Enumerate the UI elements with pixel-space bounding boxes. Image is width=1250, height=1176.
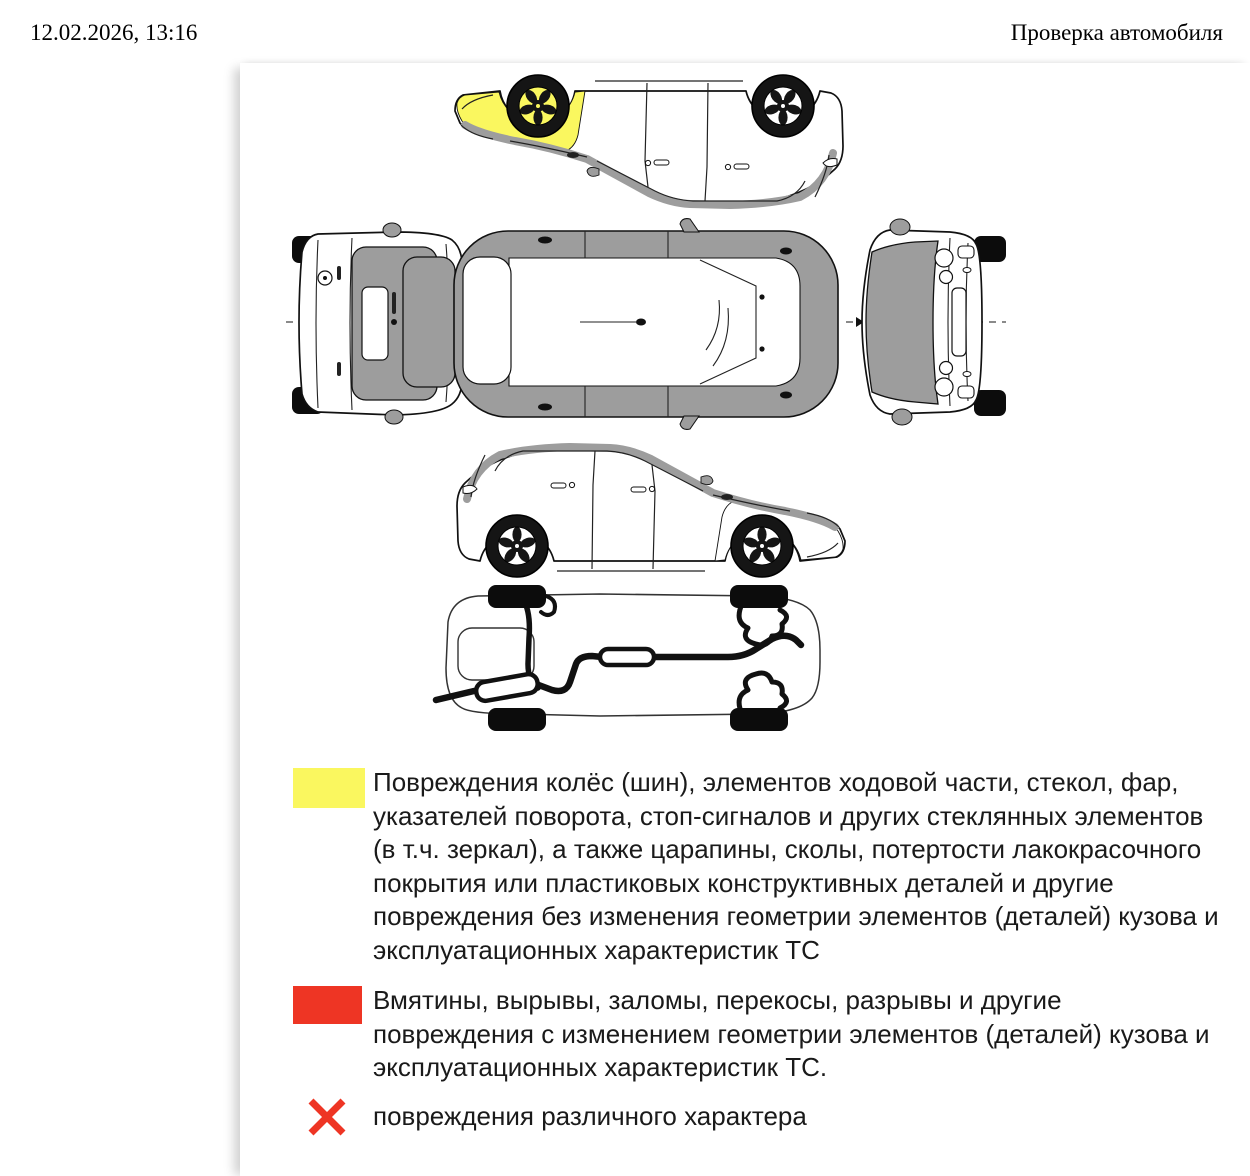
mirror [890, 219, 910, 235]
engine-bay [458, 628, 534, 680]
print-datetime: 12.02.2026, 13:16 [30, 20, 198, 45]
mirror [680, 416, 699, 429]
legend-text: повреждения различного характера [373, 1101, 807, 1131]
legend-text: Вмятины, вырывы, заломы, перекосы, разрывы и другие повреждения с изменением геометрии элементов (деталей) кузова и эксплуатационных характеристик ТС. [373, 985, 1210, 1083]
car-view-underside [436, 585, 820, 731]
mirror [892, 409, 912, 425]
rear-window-top [463, 257, 511, 384]
grille [952, 288, 966, 356]
car-view-front [846, 219, 1006, 425]
mirror [680, 219, 699, 232]
rear-window [403, 257, 455, 387]
car-view-top [454, 219, 838, 430]
car-view-side [457, 447, 845, 577]
license-plate [362, 287, 388, 360]
red-swatch [293, 986, 362, 1024]
car-view-rear [286, 223, 468, 424]
car-damage-diagram [240, 55, 1250, 755]
windshield [866, 241, 938, 404]
yellow-swatch [293, 768, 365, 808]
antenna-dot [636, 319, 646, 326]
mirror [383, 223, 401, 237]
red-x-icon [304, 1094, 350, 1140]
mirror [385, 410, 403, 424]
legend-text: Повреждения колёс (шин), элементов ходовой части, стекол, фар, указателей поворота, стоп-сигналов и других стеклянных элементов (в т.ч. зеркал), а также царапины, сколы, потертости лакокрасочного покрытия или пластиковых конструктивных деталей и другие повреждения без изменения геометрии элементов (деталей) кузова и эксплуатационных характеристик ТС [373, 767, 1219, 965]
car-view-side-inverted [455, 75, 843, 205]
resonator [600, 649, 654, 665]
page-title: Проверка автомобиля [1010, 20, 1223, 45]
content-card [240, 63, 1250, 1176]
